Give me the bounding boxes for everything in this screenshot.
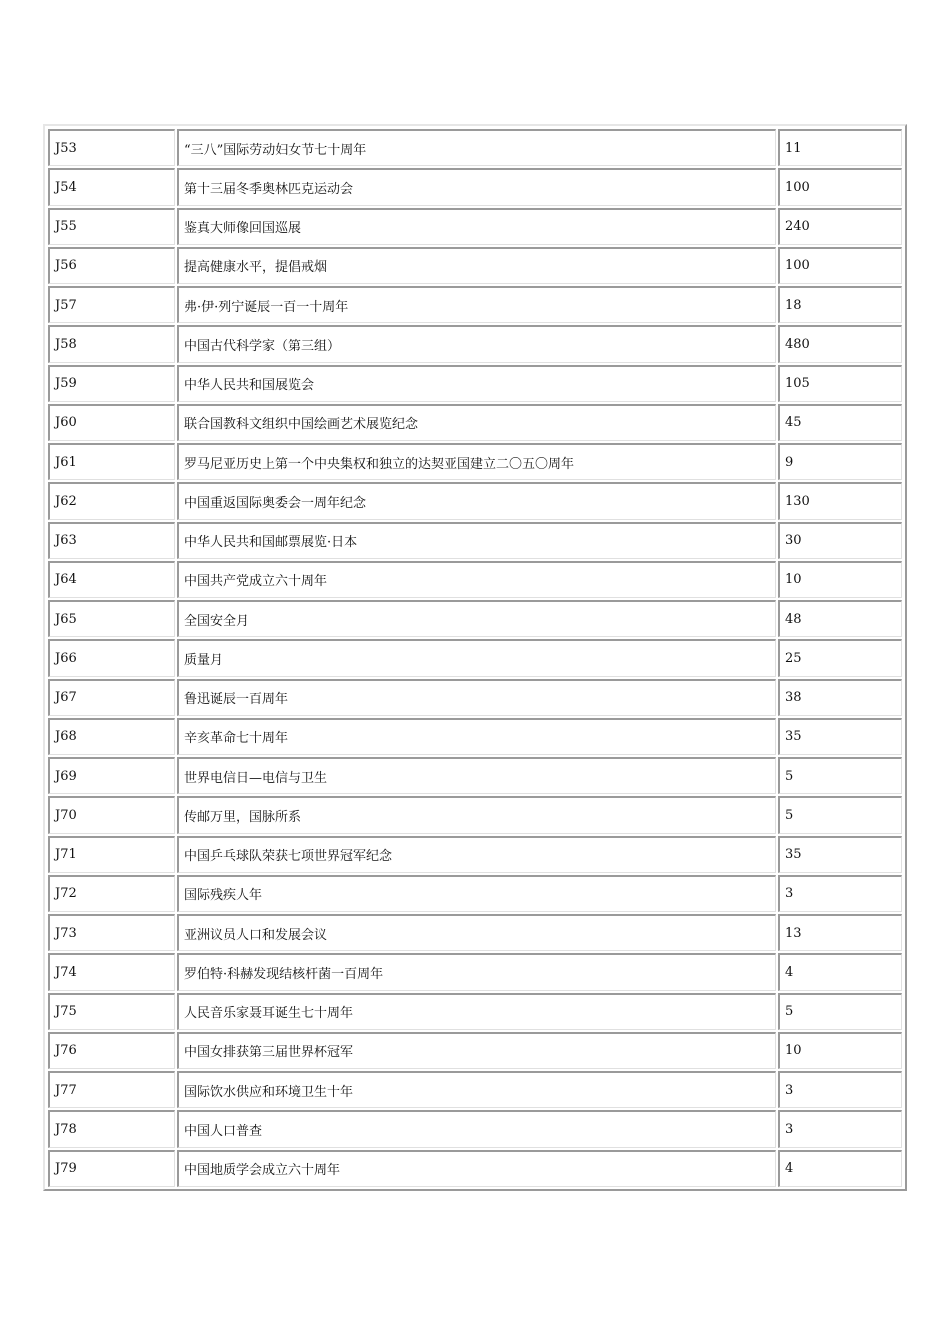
stamp-code-cell: J78 [48,1110,175,1147]
table-row [47,795,903,834]
stamp-title-cell: 中国乒乓球队荣获七项世界冠军纪念 [177,836,776,873]
stamp-code-cell: J61 [48,443,175,480]
quantity-cell: 10 [778,1032,902,1069]
quantity-cell: 5 [778,796,902,833]
stamp-title-cell: “三八”国际劳动妇女节七十周年 [177,129,776,166]
quantity-cell: 100 [778,168,902,205]
quantity-cell: 480 [778,325,902,362]
stamp-title-cell: 中国人口普查 [177,1110,776,1147]
table-body [47,128,903,1188]
stamp-code-cell: J74 [48,953,175,990]
stamp-code-cell: J69 [48,757,175,794]
table-row [47,835,903,874]
quantity-cell: 45 [778,404,902,441]
stamp-code-cell: J54 [48,168,175,205]
stamp-title-cell: 中国女排获第三届世界杯冠军 [177,1032,776,1069]
stamp-title-cell: 质量月 [177,639,776,676]
stamp-title-cell: 鉴真大师像回国巡展 [177,208,776,245]
quantity-cell: 48 [778,600,902,637]
stamp-title-cell: 中华人民共和国邮票展览·日本 [177,522,776,559]
quantity-cell: 9 [778,443,902,480]
stamp-title-cell: 世界电信日—电信与卫生 [177,757,776,794]
table-row [47,167,903,206]
quantity-cell: 100 [778,247,902,284]
quantity-cell: 105 [778,365,902,402]
stamp-code-cell: J65 [48,600,175,637]
stamp-code-cell: J62 [48,482,175,519]
table-row [47,913,903,952]
quantity-cell: 3 [778,875,902,912]
stamp-title-cell: 罗伯特·科赫发现结核杆菌一百周年 [177,953,776,990]
table-row [47,599,903,638]
stamp-title-cell: 国际残疾人年 [177,875,776,912]
table-row [47,756,903,795]
stamp-code-cell: J68 [48,718,175,755]
stamp-code-cell: J63 [48,522,175,559]
table-row [47,1070,903,1109]
table-row [47,324,903,363]
table-row [47,246,903,285]
stamp-code-cell: J60 [48,404,175,441]
table-row [47,1031,903,1070]
quantity-cell: 4 [778,953,902,990]
table-row [47,1109,903,1148]
quantity-cell: 11 [778,129,902,166]
table-row [47,285,903,324]
quantity-cell: 18 [778,286,902,323]
stamp-code-cell: J67 [48,679,175,716]
stamp-title-cell: 亚洲议员人口和发展会议 [177,914,776,951]
stamp-title-cell: 中国重返国际奥委会一周年纪念 [177,482,776,519]
quantity-cell: 4 [778,1150,902,1187]
stamp-code-cell: J75 [48,993,175,1030]
stamp-code-cell: J79 [48,1150,175,1187]
quantity-cell: 240 [778,208,902,245]
stamp-title-cell: 国际饮水供应和环境卫生十年 [177,1071,776,1108]
stamp-title-cell: 鲁迅诞辰一百周年 [177,679,776,716]
quantity-cell: 10 [778,561,902,598]
table-row [47,521,903,560]
stamp-code-cell: J59 [48,365,175,402]
stamp-title-cell: 联合国教科文组织中国绘画艺术展览纪念 [177,404,776,441]
stamp-title-cell: 提高健康水平，提倡戒烟 [177,247,776,284]
quantity-cell: 13 [778,914,902,951]
quantity-cell: 35 [778,718,902,755]
quantity-cell: 5 [778,993,902,1030]
table-row [47,364,903,403]
stamp-title-cell: 中国共产党成立六十周年 [177,561,776,598]
table-row [47,403,903,442]
quantity-cell: 30 [778,522,902,559]
stamp-code-cell: J77 [48,1071,175,1108]
stamp-title-cell: 罗马尼亚历史上第一个中央集权和独立的达契亚国建立二〇五〇周年 [177,443,776,480]
table-row [47,442,903,481]
table-row [47,481,903,520]
stamp-title-cell: 中华人民共和国展览会 [177,365,776,402]
quantity-cell: 38 [778,679,902,716]
stamp-code-cell: J71 [48,836,175,873]
stamp-title-cell: 中国地质学会成立六十周年 [177,1150,776,1187]
quantity-cell: 5 [778,757,902,794]
table-row [47,717,903,756]
stamp-code-cell: J64 [48,561,175,598]
stamp-title-cell: 传邮万里，国脉所系 [177,796,776,833]
stamp-title-cell: 辛亥革命七十周年 [177,718,776,755]
stamp-code-cell: J56 [48,247,175,284]
stamp-table [43,124,907,1191]
quantity-cell: 35 [778,836,902,873]
stamp-code-cell: J57 [48,286,175,323]
stamp-code-cell: J76 [48,1032,175,1069]
table-row [47,678,903,717]
stamp-title-cell: 中国古代科学家（第三组） [177,325,776,362]
table-row [47,560,903,599]
stamp-code-cell: J70 [48,796,175,833]
stamp-code-cell: J73 [48,914,175,951]
stamp-title-cell: 弗·伊·列宁诞辰一百一十周年 [177,286,776,323]
table-row [47,207,903,246]
quantity-cell: 3 [778,1071,902,1108]
table-row [47,1149,903,1188]
table-row [47,128,903,167]
stamp-code-cell: J53 [48,129,175,166]
table-row [47,952,903,991]
stamp-code-cell: J55 [48,208,175,245]
table-row [47,638,903,677]
stamp-title-cell: 人民音乐家聂耳诞生七十周年 [177,993,776,1030]
quantity-cell: 130 [778,482,902,519]
stamp-code-cell: J72 [48,875,175,912]
stamp-code-cell: J66 [48,639,175,676]
stamp-title-cell: 全国安全月 [177,600,776,637]
stamp-title-cell: 第十三届冬季奥林匹克运动会 [177,168,776,205]
quantity-cell: 25 [778,639,902,676]
quantity-cell: 3 [778,1110,902,1147]
table-row [47,874,903,913]
stamp-code-cell: J58 [48,325,175,362]
table-row [47,992,903,1031]
